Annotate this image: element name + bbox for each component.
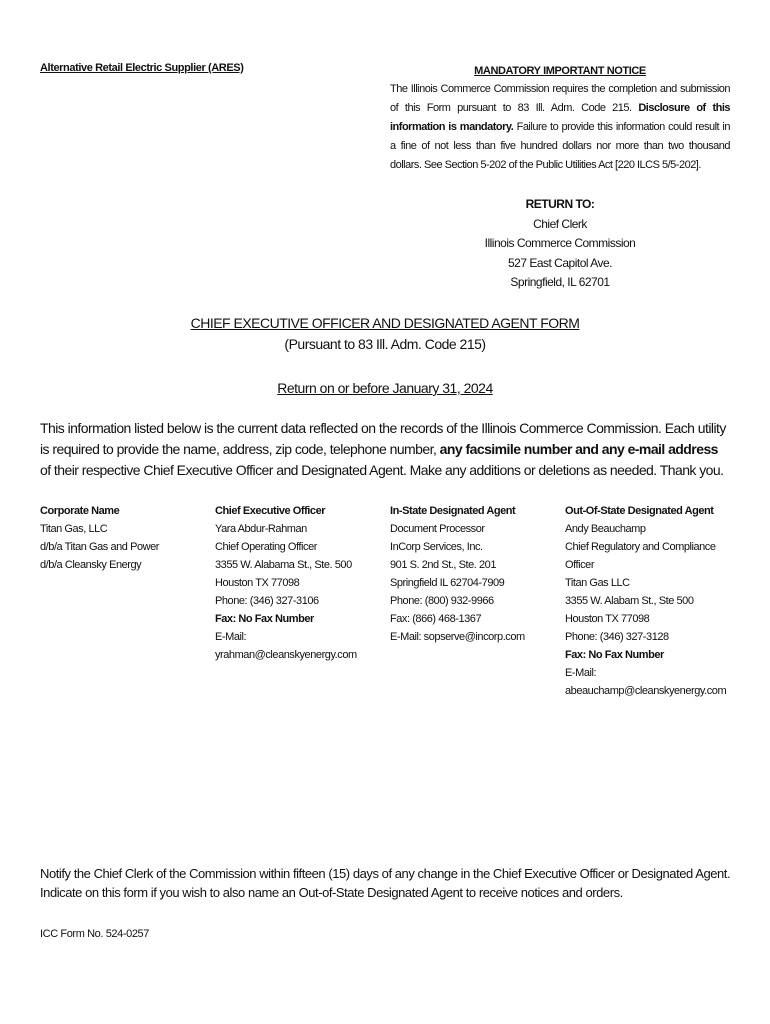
return-to-line: Chief Clerk bbox=[533, 216, 587, 231]
ares-label: Alternative Retail Electric Supplier (ARES) bbox=[40, 62, 244, 74]
instate-line: Phone: (800) 932-9966 bbox=[390, 595, 494, 607]
ceo-heading: Chief Executive Officer bbox=[215, 505, 326, 517]
intro-text-2: of their respective Chief Executive Officer and Designated Agent. Make any additions or deletions as needed. Thank you. bbox=[40, 462, 724, 478]
ceo-line: Chief Operating Officer bbox=[215, 541, 317, 553]
instate-line: Document Processor bbox=[390, 523, 485, 535]
notice-bold: Disclosure of this information is mandatory. bbox=[390, 102, 731, 133]
intro-text-1: This information listed below is the current data reflected on the records of the Illinois Commerce Commission. Each utility is required to provide the name, address, zip code, telephone number, bbox=[40, 420, 726, 457]
notice-body bbox=[390, 80, 730, 175]
intro-paragraph bbox=[40, 418, 730, 481]
outstate-line: Phone: (346) 327-3128 bbox=[565, 631, 669, 643]
ceo-line: Yara Abdur-Rahman bbox=[215, 523, 307, 535]
instate-line: InCorp Services, Inc. bbox=[390, 541, 483, 553]
return-to-block bbox=[390, 195, 730, 293]
outstate-line: 3355 W. Alabam St., Ste 500 bbox=[565, 595, 694, 607]
mandatory-notice bbox=[390, 62, 730, 175]
notice-text-1: The Illinois Commerce Commission requires the completion and submission of this Form pursuant to 83 Ill. Adm. Code 215. bbox=[390, 83, 730, 114]
footer-note: Notify the Chief Clerk of the Commission within fifteen (15) days of any change in the Chief Executive Officer or Designated Agent. bbox=[40, 866, 731, 881]
corporate-name-heading: Corporate Name bbox=[40, 505, 120, 517]
intro-bold: any facsimile number and any e-mail address bbox=[439, 441, 718, 457]
corporate-line: d/b/a Titan Gas and Power bbox=[40, 541, 159, 553]
form-title-text: CHIEF EXECUTIVE OFFICER AND DESIGNATED AGENT FORM bbox=[190, 315, 580, 331]
instate-line: Fax: (866) 468-1367 bbox=[390, 613, 482, 625]
return-to-line: Illinois Commerce Commission bbox=[484, 236, 636, 250]
ceo-line: Phone: (346) 327-3106 bbox=[215, 595, 319, 607]
instate-agent-heading: In-State Designated Agent bbox=[390, 505, 516, 517]
form-number: ICC Form No. 524-0257 bbox=[40, 928, 149, 940]
outstate-line: Andy Beauchamp bbox=[565, 523, 646, 535]
outstate-line: Chief Regulatory and Compliance Officer bbox=[565, 541, 716, 571]
form-title bbox=[0, 313, 770, 334]
outstate-email-label: E-Mail: bbox=[565, 667, 597, 679]
corporate-line: d/b/a Cleansky Energy bbox=[40, 559, 142, 571]
ceo-fax: Fax: No Fax Number bbox=[215, 613, 314, 625]
return-to-label: RETURN TO: bbox=[525, 197, 595, 211]
footer-note: Indicate on this form if you wish to also name an Out-of-State Designated Agent to receive notices and orders. bbox=[40, 885, 623, 900]
outstate-fax: Fax: No Fax Number bbox=[565, 649, 664, 661]
instate-line: E-Mail: sopserve@incorp.com bbox=[390, 631, 525, 643]
outstate-agent-column bbox=[565, 502, 740, 700]
ceo-column bbox=[215, 502, 385, 664]
return-deadline-text: Return on or before January 31, 2024 bbox=[277, 380, 493, 396]
instate-line: 901 S. 2nd St., Ste. 201 bbox=[390, 559, 497, 571]
notice-title: MANDATORY IMPORTANT NOTICE bbox=[474, 65, 646, 77]
footer-notes bbox=[40, 864, 740, 902]
return-to-line: Springfield, IL 62701 bbox=[510, 275, 610, 289]
instate-agent-column bbox=[390, 502, 560, 646]
return-deadline bbox=[0, 378, 770, 399]
instate-line: Springfield IL 62704-7909 bbox=[390, 577, 505, 589]
corporate-name-column bbox=[40, 502, 210, 574]
corporate-line: Titan Gas, LLC bbox=[40, 523, 108, 535]
return-to-line: 527 East Capitol Ave. bbox=[507, 255, 613, 270]
outstate-email: abeauchamp@cleanskyenergy.com bbox=[565, 685, 727, 697]
notice-text-2: Failure to provide this information could result in a fine of not less than five hundred dollars nor more than two thousand dollars. See Section 5-202 of the Public Utilities Act [220 ILCS 5/5-202]. bbox=[390, 121, 730, 171]
outstate-agent-heading: Out-Of-State Designated Agent bbox=[565, 505, 714, 517]
ceo-line: 3355 W. Alabama St., Ste. 500 bbox=[215, 559, 352, 571]
form-subtitle: (Pursuant to 83 Ill. Adm. Code 215) bbox=[284, 336, 486, 352]
ceo-email: E-Mail: yrahman@cleanskyenergy.com bbox=[215, 631, 357, 661]
outstate-line: Titan Gas LLC bbox=[565, 577, 630, 589]
ceo-line: Houston TX 77098 bbox=[215, 577, 300, 589]
outstate-line: Houston TX 77098 bbox=[565, 613, 650, 625]
